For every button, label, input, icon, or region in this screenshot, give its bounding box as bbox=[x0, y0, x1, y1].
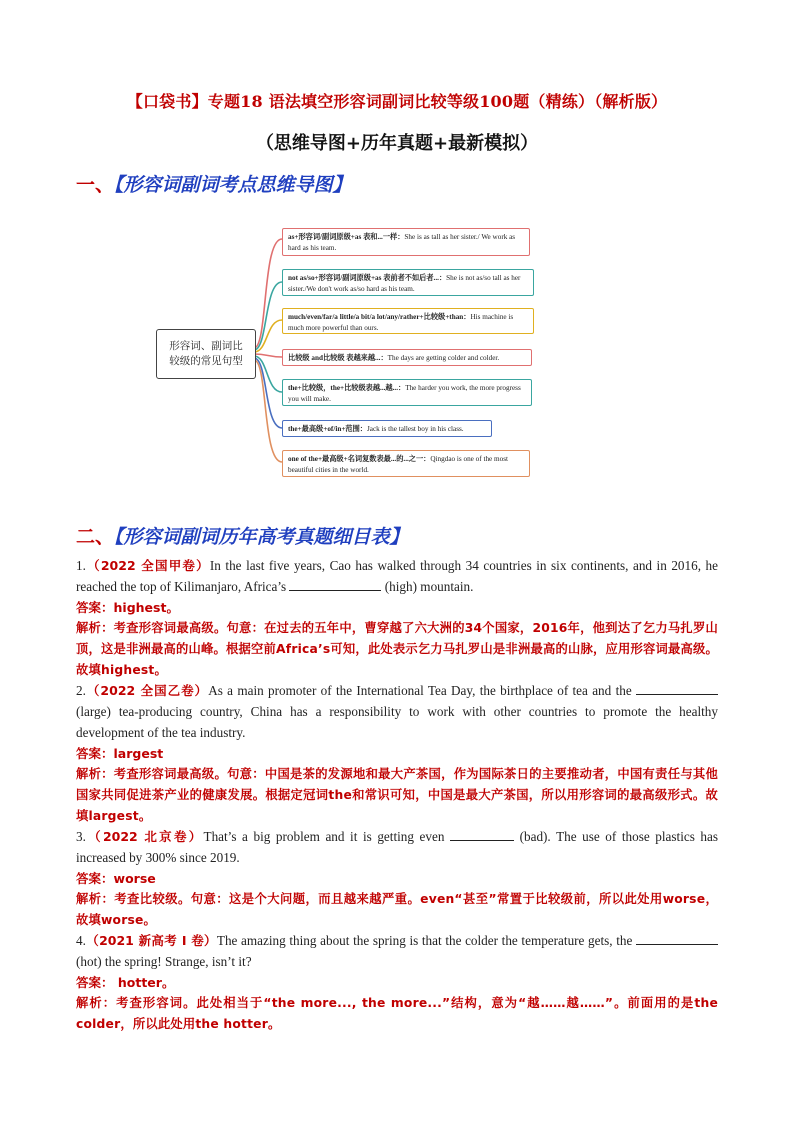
node-example: Jack is the tallest boy in his class. bbox=[366, 425, 464, 433]
analysis-text: 解析：考查形容词最高级。句意：中国是茶的发源地和最大产茶国，作为国际茶日的主要推动者，中国有责任与其他国家共同促进茶产业的健康发展。根据定冠词the和常识可知，中国是最大产茶国，所以用形容词的最高级形式。故填largest。 bbox=[76, 767, 718, 823]
question-source: （2021 新高考 I 卷） bbox=[85, 933, 217, 948]
question-stem bbox=[76, 680, 718, 743]
analysis-text: 解析：考查形容词。此处相当于“the more..., the more...”结构，意为“越……越……”。前面用的是the colder，所以此处用the hotter。 bbox=[76, 996, 718, 1031]
question-text-after: (hot) the spring! Strange, isn’t it? bbox=[76, 954, 252, 969]
answer-label: 答案： bbox=[76, 746, 114, 761]
node-example: The days are getting colder and colder. bbox=[387, 354, 500, 362]
node-pattern: the+最高级+of/in+范围： bbox=[288, 425, 367, 433]
section-title: 【形容词副词考点思维导图】 bbox=[114, 174, 352, 196]
section-number: 二、 bbox=[76, 526, 115, 548]
connector-2 bbox=[254, 282, 282, 350]
question-1 bbox=[76, 555, 718, 681]
question-2 bbox=[76, 680, 718, 827]
section-heading-exam-questions bbox=[76, 522, 409, 549]
node-example: Qingdao is one of the most beautiful cities in the world. bbox=[288, 455, 509, 474]
mind-map-node-3 bbox=[282, 308, 534, 334]
answer-label: 答案： bbox=[76, 871, 114, 886]
answer-line bbox=[76, 597, 718, 618]
answer-line bbox=[76, 868, 718, 889]
question-source: （2022 全国乙卷） bbox=[85, 683, 209, 698]
question-3 bbox=[76, 826, 718, 931]
question-text-after: (high) mountain. bbox=[381, 579, 474, 594]
mind-map-center-node bbox=[156, 329, 256, 379]
section-heading-mindmap bbox=[76, 170, 352, 197]
answer-value: highest。 bbox=[113, 600, 179, 615]
node-example: She is not as/so tall as her sister./We don't work as/so hard as his team. bbox=[288, 274, 521, 293]
mind-map-node-2 bbox=[282, 269, 534, 296]
node-pattern: much/even/far/a little/a bit/a lot/any/rather+比较级+than： bbox=[288, 313, 471, 321]
connector-6 bbox=[254, 358, 282, 428]
answer-blank[interactable] bbox=[289, 577, 381, 591]
answer-value: largest bbox=[113, 746, 164, 761]
analysis-text: 解析：考查比较级。句意：这是个大问题，而且越来越严重。even“甚至”常置于比较级前，所以此处用worse，故填worse。 bbox=[76, 892, 718, 927]
node-pattern: one of the+最高级+名词复数表最...的...之一： bbox=[288, 455, 431, 463]
question-stem bbox=[76, 826, 718, 868]
answer-blank[interactable] bbox=[636, 681, 718, 695]
answer-label: 答案： bbox=[76, 975, 114, 990]
question-number: 1. bbox=[76, 558, 86, 573]
question-number: 2. bbox=[76, 683, 86, 698]
question-source: （2022 全国甲卷） bbox=[85, 558, 210, 573]
mind-map-node-4 bbox=[282, 349, 532, 366]
mind-map-node-5 bbox=[282, 379, 532, 406]
question-text-after: (bad). The use of those plastics has increased by 300% since 2019. bbox=[76, 829, 718, 865]
question-number: 4. bbox=[76, 933, 86, 948]
question-text-before: As a main promoter of the International Tea Day, the birthplace of tea and the bbox=[208, 683, 636, 698]
answer-value: worse bbox=[113, 871, 156, 886]
question-text-before: The amazing thing about the spring is that the colder the temperature gets, the bbox=[216, 933, 636, 948]
answer-line bbox=[76, 972, 718, 993]
answer-label: 答案： bbox=[76, 600, 114, 615]
mind-map-node-1 bbox=[282, 228, 530, 256]
question-number: 3. bbox=[76, 829, 86, 844]
answer-value: hotter。 bbox=[113, 975, 175, 990]
question-text-before: That’s a big problem and it is getting even bbox=[203, 829, 451, 844]
question-text-before: In the last five years, Cao has walked through 34 countries in six continents, and in 2016, he reached the top of Kilimanjaro, Africa’s bbox=[76, 558, 718, 594]
node-pattern: the+比较级，the+比较级表越...越...： bbox=[288, 384, 406, 392]
answer-blank[interactable] bbox=[636, 931, 718, 945]
answer-line bbox=[76, 743, 718, 764]
node-pattern: 比较级 and比较级 表越来越...： bbox=[288, 354, 388, 362]
answer-blank[interactable] bbox=[450, 827, 514, 841]
node-example: His machine is much more powerful than ours. bbox=[288, 313, 514, 332]
section-title: 【形容词副词历年高考真题细目表】 bbox=[114, 526, 409, 548]
mind-map-node-7 bbox=[282, 450, 530, 477]
node-pattern: not as/so+形容词/副词原级+as 表前者不如后者...： bbox=[288, 274, 447, 282]
document-title: 【口袋书】专题18 语法填空形容词副词比较等级100题（精练）（解析版） bbox=[126, 92, 668, 111]
node-pattern: as+形容词/副词原级+as 表和...一样： bbox=[288, 233, 405, 241]
section-number: 一、 bbox=[76, 174, 115, 196]
question-stem bbox=[76, 555, 718, 597]
question-stem bbox=[76, 930, 718, 972]
analysis-text: 解析：考查形容词最高级。句意：在过去的五年中，曹穿越了六大洲的34个国家，2016年，他到达了乞力马扎罗山顶，这是非洲最高的山峰。根据空前Africa’s可知，此处表示乞力马扎罗山是非洲最高的山脉，应用形容词最高级。故填highest。 bbox=[76, 621, 718, 677]
question-source: （2022 北京卷） bbox=[85, 829, 204, 844]
mind-map-node-6 bbox=[282, 420, 492, 437]
center-node-label: 形容词、副词比较级的常见句型 bbox=[169, 340, 243, 367]
node-example: The harder you work, the more progress you will make. bbox=[288, 384, 521, 403]
document-subtitle: （思维导图+历年真题+最新模拟） bbox=[255, 133, 539, 154]
connector-1 bbox=[254, 239, 282, 348]
question-text-after: (large) tea-producing country, China has a responsibility to work with other countries to promote the healthy development of the tea industry. bbox=[76, 704, 718, 740]
mind-map bbox=[150, 222, 540, 484]
node-example: She is as tall as her sister./ We work as hard as his team. bbox=[288, 233, 516, 252]
question-4 bbox=[76, 930, 718, 1035]
